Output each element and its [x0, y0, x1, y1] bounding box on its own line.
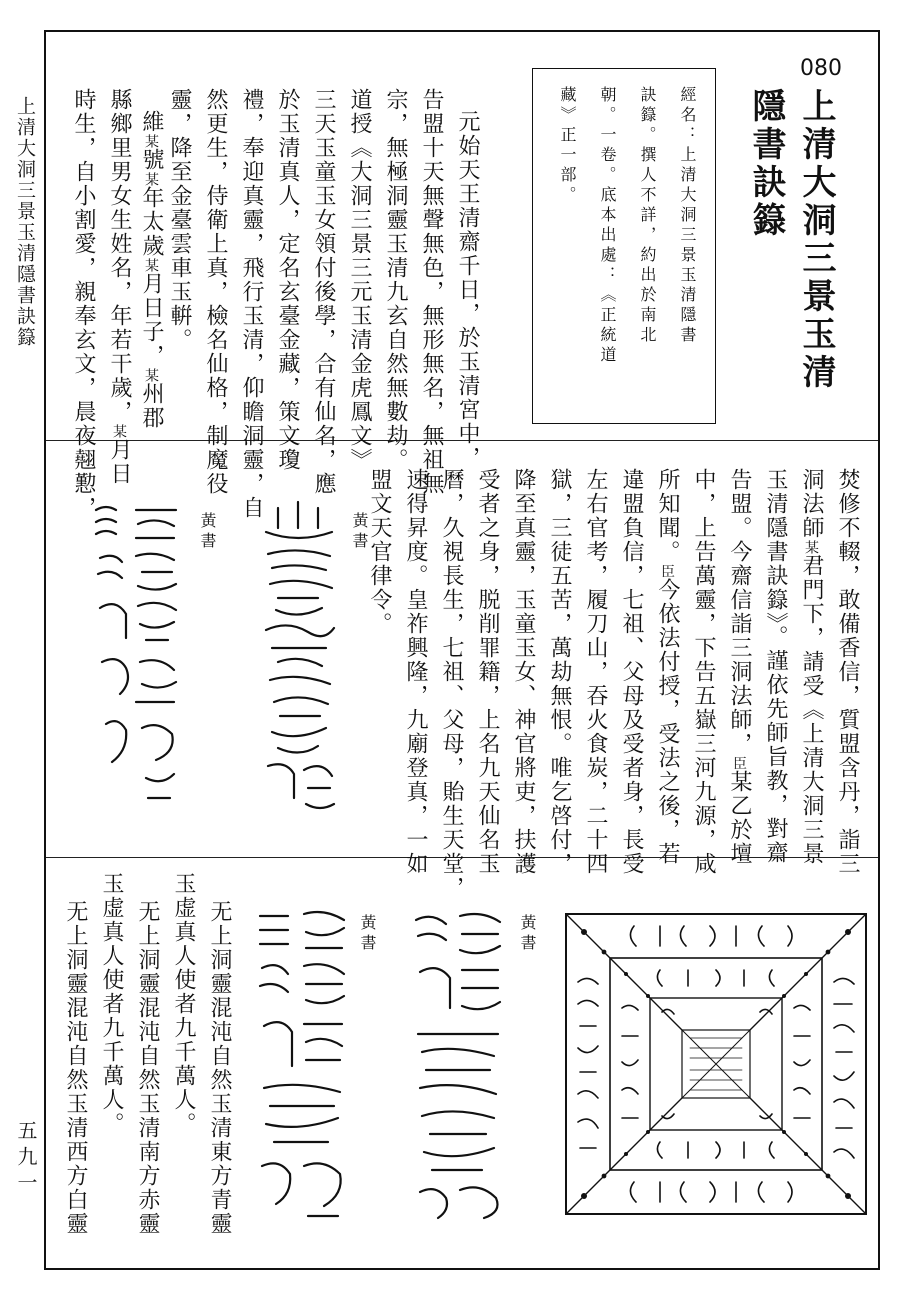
- seal-script-talisman: [246, 904, 356, 1224]
- text-column: 玉虚真人使者九千萬人。: [171, 872, 196, 1136]
- text-run: 君門下，請受《上清大洞三景: [799, 554, 824, 866]
- text-run: 號: [139, 148, 164, 172]
- meta-line: 藏》正一部。: [558, 86, 577, 206]
- text-column: 速得昇度。皇祚興隆，九廟登真，一如: [403, 468, 428, 876]
- text-column-annotated: [656, 468, 678, 866]
- text-column: 元始天王清齋千日，於玉清宮中，: [455, 110, 480, 470]
- text-column: 焚修不輟，敢備香信，質盟含丹，詣三: [835, 468, 860, 876]
- text-run: 洞法師: [799, 468, 824, 540]
- text-run: 縣鄉里男女生姓名，年若干歲，: [107, 88, 132, 424]
- text-column-annotated: [108, 88, 130, 486]
- text-column: 道授《大洞三景三元玉清金虎鳳文》: [347, 88, 372, 472]
- text-column: 玉清隱書訣籙》。謹依先師旨教，對齋: [763, 468, 788, 865]
- text-run: 告盟。今齋信詣三洞法師，: [727, 468, 752, 756]
- huang-shu-label: 黃書: [350, 512, 369, 552]
- meta-line: 經名：上清大洞三景玉清隱書: [678, 86, 697, 346]
- talisman-diagram: [564, 912, 868, 1216]
- text-column: 於玉清真人，定名玄臺金藏，策文瓊: [275, 88, 300, 472]
- text-column: 宗，無極洞靈玉清九玄自然無數劫。: [383, 88, 408, 472]
- text-run: 某乙於壇: [727, 770, 752, 866]
- text-run: 年太歲: [139, 186, 164, 258]
- text-column: 告盟十天無聲無色，無形無名，無祖無: [419, 88, 444, 496]
- meta-line: 訣籙。撰人不詳，約出於南北: [638, 86, 657, 346]
- running-header: 上清大洞三景玉清隱書訣籙: [14, 96, 36, 348]
- text-run: 月日: [107, 438, 132, 486]
- text-column: 曆，久視長生，七祖、父母，貽生天堂，: [439, 468, 464, 900]
- title-line-1: 上清大洞三景玉清: [796, 88, 836, 392]
- text-column: 時生，自小割愛，親奉玄文，晨夜翹懃，: [71, 88, 96, 520]
- text-column: 獄，三徒五苦，萬劫無恨。唯乞啓付，: [547, 468, 572, 876]
- text-column: 无上洞靈混沌自然玉清東方青靈: [207, 900, 232, 1236]
- small-note: 某: [143, 172, 159, 186]
- text-run: 今依法付授，受法之後，若: [655, 578, 680, 866]
- text-run: 州郡: [139, 382, 164, 430]
- text-column: 然更生，侍衛上真，檢名仙格，制魔役: [203, 88, 228, 496]
- text-column: 違盟負信，七祖、父母及受者身，長受: [619, 468, 644, 876]
- meta-line: 朝。一卷。底本出處：《正統道: [598, 86, 617, 366]
- small-note: 臣: [731, 756, 747, 770]
- huang-shu-label: 黃書: [198, 512, 217, 552]
- small-note: 某: [143, 258, 159, 272]
- text-column-annotated: [728, 468, 750, 866]
- text-column: 三天玉童玉女領付後學，合有仙名，應: [311, 88, 336, 496]
- text-column: 中，上告萬靈，下告五嶽三河九源，咸: [691, 468, 716, 876]
- text-column-annotated: [140, 110, 162, 430]
- text-column: 无上洞靈混沌自然玉清西方白靈: [63, 900, 88, 1236]
- text-run: 維: [139, 110, 164, 134]
- small-note: 某: [111, 424, 127, 438]
- title-line-2: 隱書訣籙: [746, 88, 786, 240]
- text-column: 降至真靈，玉童玉女、神官將吏，扶護: [511, 468, 536, 876]
- text-column: 禮，奉迎真靈，飛行玉清，仰瞻洞靈，自: [239, 88, 264, 520]
- small-note: 某: [143, 368, 159, 382]
- text-run: 月日子，: [139, 272, 164, 368]
- text-column: 无上洞靈混沌自然玉清南方赤靈: [135, 900, 160, 1236]
- huang-shu-label: 黃書: [358, 914, 377, 954]
- small-note: 某: [803, 540, 819, 554]
- small-note: 臣: [659, 564, 675, 578]
- huang-shu-label: 黃書: [518, 914, 537, 954]
- doc-number: 080: [800, 56, 842, 81]
- text-column: 受者之身，脱削罪籍，上名九天仙名玉: [475, 468, 500, 876]
- text-run: 所知聞。: [655, 468, 680, 564]
- seal-script-talisman: [248, 498, 348, 818]
- text-column-annotated: [800, 468, 822, 866]
- seal-script-talisman: [402, 904, 512, 1224]
- seal-script-talisman: [86, 498, 186, 818]
- text-column: 靈，降至金臺雲車玉輧。: [167, 88, 192, 352]
- page-number: 五九一: [14, 1120, 38, 1198]
- small-note: 某: [143, 134, 159, 148]
- text-column: 左右官考，履刀山，吞火食炭，二十四: [583, 468, 608, 876]
- text-column: 盟文天官律令。: [367, 468, 392, 636]
- text-column: 玉虚真人使者九千萬人。: [99, 872, 124, 1136]
